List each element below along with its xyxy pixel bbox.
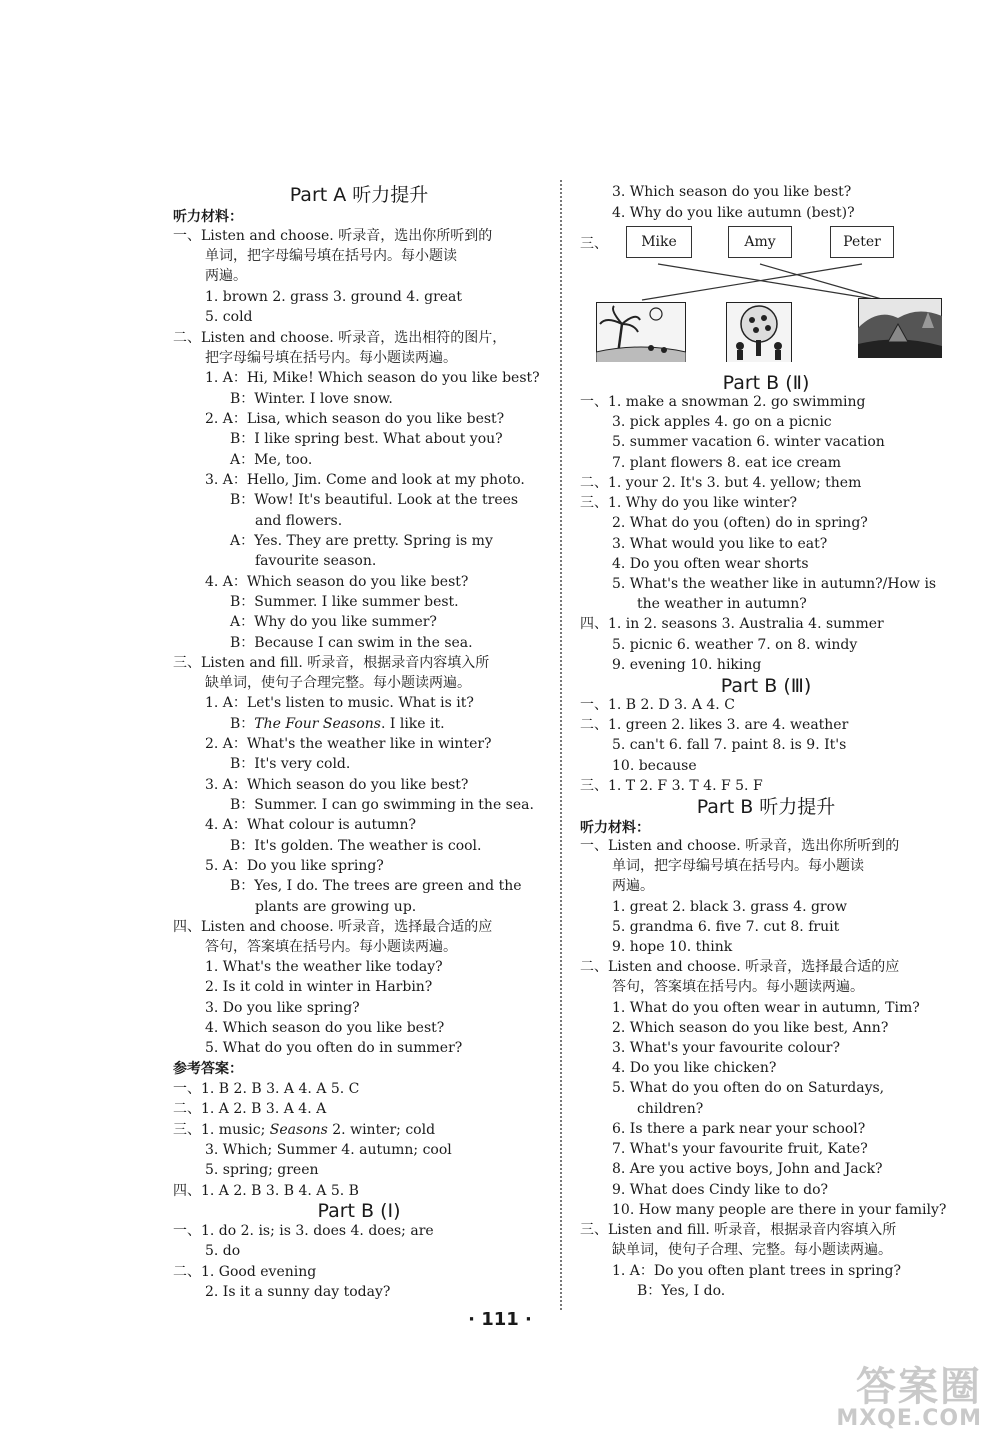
answer-line: 一、1. make a snowman 2. go swimming xyxy=(580,394,866,410)
answer-italic: Seasons xyxy=(269,1122,328,1138)
beach-picture xyxy=(596,302,686,362)
autumn-picture xyxy=(858,298,942,358)
word-line: 9. hope 10. think xyxy=(612,939,733,955)
answer-line: 三、1. Why do you like winter? xyxy=(580,495,797,511)
answer-line: 3. Which season do you like best? xyxy=(612,184,852,200)
fill-line: 1. A：Do you often plant trees in spring? xyxy=(612,1263,901,1279)
answer-line: 5. do xyxy=(205,1243,241,1259)
dialog-line: B：Because I can swim in the sea. xyxy=(230,635,473,651)
sec4-head2: 答句，答案填在括号内。每小题读两遍。 xyxy=(205,939,457,955)
word-line: 5. grandma 6. five 7. cut 8. fruit xyxy=(612,919,840,935)
dialog-line: A：Why do you like summer? xyxy=(230,614,437,630)
dialog-line: A：Me, too. xyxy=(230,452,313,468)
dialog-line: and flowers. xyxy=(255,513,343,529)
fill-line: 5. A：Do you like spring? xyxy=(205,858,384,874)
question-line: children? xyxy=(637,1101,704,1117)
question-line: 4. Which season do you like best? xyxy=(205,1020,445,1036)
question-line: 10. How many people are there in your family? xyxy=(612,1202,947,1218)
question-line: 3. Do you like spring? xyxy=(205,1000,360,1016)
dialog-line: B：Wow! It's beautiful. Look at the trees xyxy=(230,492,519,508)
answer-line: 5. picnic 6. weather 7. on 8. windy xyxy=(612,637,858,653)
answer-line: 4. Why do you like autumn (best)? xyxy=(612,205,855,221)
answers-label: 参考答案： xyxy=(173,1061,243,1077)
answer-line: 四、1. in 2. seasons 3. Australia 4. summer xyxy=(580,616,884,632)
fill-line: B：Yes, I do. xyxy=(637,1283,726,1299)
matching-label: 三、 xyxy=(580,236,608,252)
name-box-mike: Mike xyxy=(626,226,692,258)
answer-line: 二、1. Good evening xyxy=(173,1264,317,1280)
name-box-peter: Peter xyxy=(830,226,894,258)
answer-line: 2. What do you (often) do in spring? xyxy=(612,515,868,531)
part-b1-title: Part B (Ⅰ) xyxy=(317,1200,401,1222)
sec1-line2: 5. cold xyxy=(205,309,253,325)
column-divider xyxy=(560,180,562,1310)
watermark xyxy=(836,1365,982,1429)
dialog-line: B：Winter. I love snow. xyxy=(230,391,393,407)
fill-line xyxy=(173,714,445,734)
answer-line: 4. Do you often wear shorts xyxy=(612,556,809,572)
question-line: 2. Is it cold in winter in Harbin? xyxy=(205,979,433,995)
sec2-head: 二、Listen and choose. 听录音，选出相符的图片， xyxy=(173,330,507,346)
sec1-line1: 1. brown 2. grass 3. ground 4. great xyxy=(205,289,463,305)
part-b2-title: Part B (Ⅱ) xyxy=(722,372,810,394)
material-label: 听力材料： xyxy=(580,820,650,836)
matching-exercise xyxy=(580,222,952,372)
answer-line: 3. pick apples 4. go on a picnic xyxy=(612,414,832,430)
answer-line: 一、1. B 2. D 3. A 4. C xyxy=(580,697,735,713)
sec3-head2: 缺单词，使句子合理完整。每小题读两遍。 xyxy=(205,675,471,691)
question-line: 1. What's the weather like today? xyxy=(205,959,443,975)
watermark-logo-text: 答案圈 xyxy=(856,1363,982,1410)
answer-line: 一、1. do 2. is; is 3. does 4. does; are xyxy=(173,1223,434,1239)
answer-line xyxy=(173,1120,435,1140)
sec1-head: 一、Listen and choose. 听录音，选出你所听到的 xyxy=(173,228,493,244)
part-b-listen-title: Part B 听力提升 xyxy=(696,796,836,818)
fill-line: B：Yes, I do. The trees are green and the xyxy=(230,878,522,894)
dialog-line: B：Summer. I like summer best. xyxy=(230,594,459,610)
answer-line: 二、1. A 2. B 3. A 4. A xyxy=(173,1101,327,1117)
material-label: 听力材料： xyxy=(173,209,243,225)
part-a-title: Part A 听力提升 xyxy=(289,184,429,206)
s3-head: 三、Listen and fill. 听录音，根据录音内容填入所 xyxy=(580,1222,897,1238)
answer-line: 二、1. green 2. likes 3. are 4. weather xyxy=(580,717,849,733)
tree-picture xyxy=(726,302,792,362)
dialog-line: 1. A：Hi, Mike! Which season do you like best? xyxy=(205,370,540,386)
answer-line: the weather in autumn? xyxy=(637,596,807,612)
fill-suffix: . I like it. xyxy=(380,716,445,732)
answer-line: 一、1. B 2. B 3. A 4. A 5. C xyxy=(173,1081,360,1097)
dialog-line: 3. A：Hello, Jim. Come and look at my photo. xyxy=(205,472,525,488)
s1-head2: 单词，把字母编号填在括号内。每小题读 xyxy=(612,858,864,874)
s2-head2: 答句，答案填在括号内。每小题读两遍。 xyxy=(612,979,864,995)
answer-suffix: 2. winter; cold xyxy=(327,1122,436,1138)
dialog-line: A：Yes. They are pretty. Spring is my xyxy=(230,533,493,549)
question-line: 4. Do you like chicken? xyxy=(612,1060,777,1076)
answer-line: 四、1. A 2. B 3. B 4. A 5. B xyxy=(173,1183,359,1199)
answer-line: 5. What's the weather like in autumn?/How is xyxy=(612,576,937,592)
question-line: 2. Which season do you like best, Ann? xyxy=(612,1020,889,1036)
fill-line: B：It's very cold. xyxy=(230,756,351,772)
fill-line: 2. A：What's the weather like in winter? xyxy=(205,736,492,752)
sec2-head2: 把字母编号填在括号内。每小题读两遍。 xyxy=(205,350,457,366)
fill-line: 3. A：Which season do you like best? xyxy=(205,777,469,793)
answer-line: 三、1. T 2. F 3. T 4. F 5. F xyxy=(580,778,763,794)
answer-line: 3. Which; Summer 4. autumn; cool xyxy=(205,1142,452,1158)
fill-line: B：Summer. I can go swimming in the sea. xyxy=(230,797,534,813)
dialog-line: favourite season. xyxy=(255,553,377,569)
s2-head: 二、Listen and choose. 听录音，选择最合适的应 xyxy=(580,959,900,975)
question-line: 5. What do you often do in summer? xyxy=(205,1040,463,1056)
question-line: 1. What do you often wear in autumn, Tim? xyxy=(612,1000,920,1016)
sec1-head2: 单词，把字母编号填在括号内。每小题读 xyxy=(205,248,457,264)
question-line: 6. Is there a park near your school? xyxy=(612,1121,866,1137)
answer-line: 5. can't 6. fall 7. paint 8. is 9. It's xyxy=(612,737,847,753)
name-box-amy: Amy xyxy=(728,226,792,258)
fill-line: 1. A：Let's listen to music. What is it? xyxy=(205,695,474,711)
fill-line: B：It's golden. The weather is cool. xyxy=(230,838,482,854)
s3-head2: 缺单词，使句子合理、完整。每小题读两遍。 xyxy=(612,1242,892,1258)
part-b3-title: Part B (Ⅲ) xyxy=(720,675,812,697)
s1-head: 一、Listen and choose. 听录音，选出你所听到的 xyxy=(580,838,900,854)
dialog-line: 4. A：Which season do you like best? xyxy=(205,574,469,590)
s1-head3: 两遍。 xyxy=(612,878,654,894)
fill-line: 4. A：What colour is autumn? xyxy=(205,817,416,833)
dialog-line: 2. A：Lisa, which season do you like best? xyxy=(205,411,505,427)
sec4-head: 四、Listen and choose. 听录音，选择最合适的应 xyxy=(173,919,493,935)
sec3-head: 三、Listen and fill. 听录音，根据录音内容填入所 xyxy=(173,655,490,671)
answer-line: 5. spring; green xyxy=(205,1162,319,1178)
question-line: 5. What do you often do on Saturdays, xyxy=(612,1080,885,1096)
fill-title: The Four Seasons xyxy=(254,716,381,732)
answer-prefix: 三、1. music; xyxy=(173,1122,270,1138)
answer-line: 9. evening 10. hiking xyxy=(612,657,762,673)
answer-line: 二、1. your 2. It's 3. but 4. yellow; them xyxy=(580,475,862,491)
word-line: 1. great 2. black 3. grass 4. grow xyxy=(612,899,848,915)
question-line: 7. What's your favourite fruit, Kate? xyxy=(612,1141,868,1157)
dialog-line: B：I like spring best. What about you? xyxy=(230,431,503,447)
fill-line: plants are growing up. xyxy=(255,899,417,915)
question-line: 3. What's your favourite colour? xyxy=(612,1040,840,1056)
answer-line: 7. plant flowers 8. eat ice cream xyxy=(612,455,842,471)
sec1-head3: 两遍。 xyxy=(205,268,247,284)
question-line: 9. What does Cindy like to do? xyxy=(612,1182,829,1198)
fill-prefix: B： xyxy=(230,716,255,732)
answer-line: 3. What would you like to eat? xyxy=(612,536,828,552)
watermark-url: MXQE.COM xyxy=(836,1405,982,1431)
page-number: · 111 · xyxy=(468,1309,532,1330)
answer-line: 5. summer vacation 6. winter vacation xyxy=(612,434,885,450)
answer-line: 2. Is it a sunny day today? xyxy=(205,1284,391,1300)
question-line: 8. Are you active boys, John and Jack? xyxy=(612,1161,883,1177)
answer-line: 10. because xyxy=(612,758,697,774)
